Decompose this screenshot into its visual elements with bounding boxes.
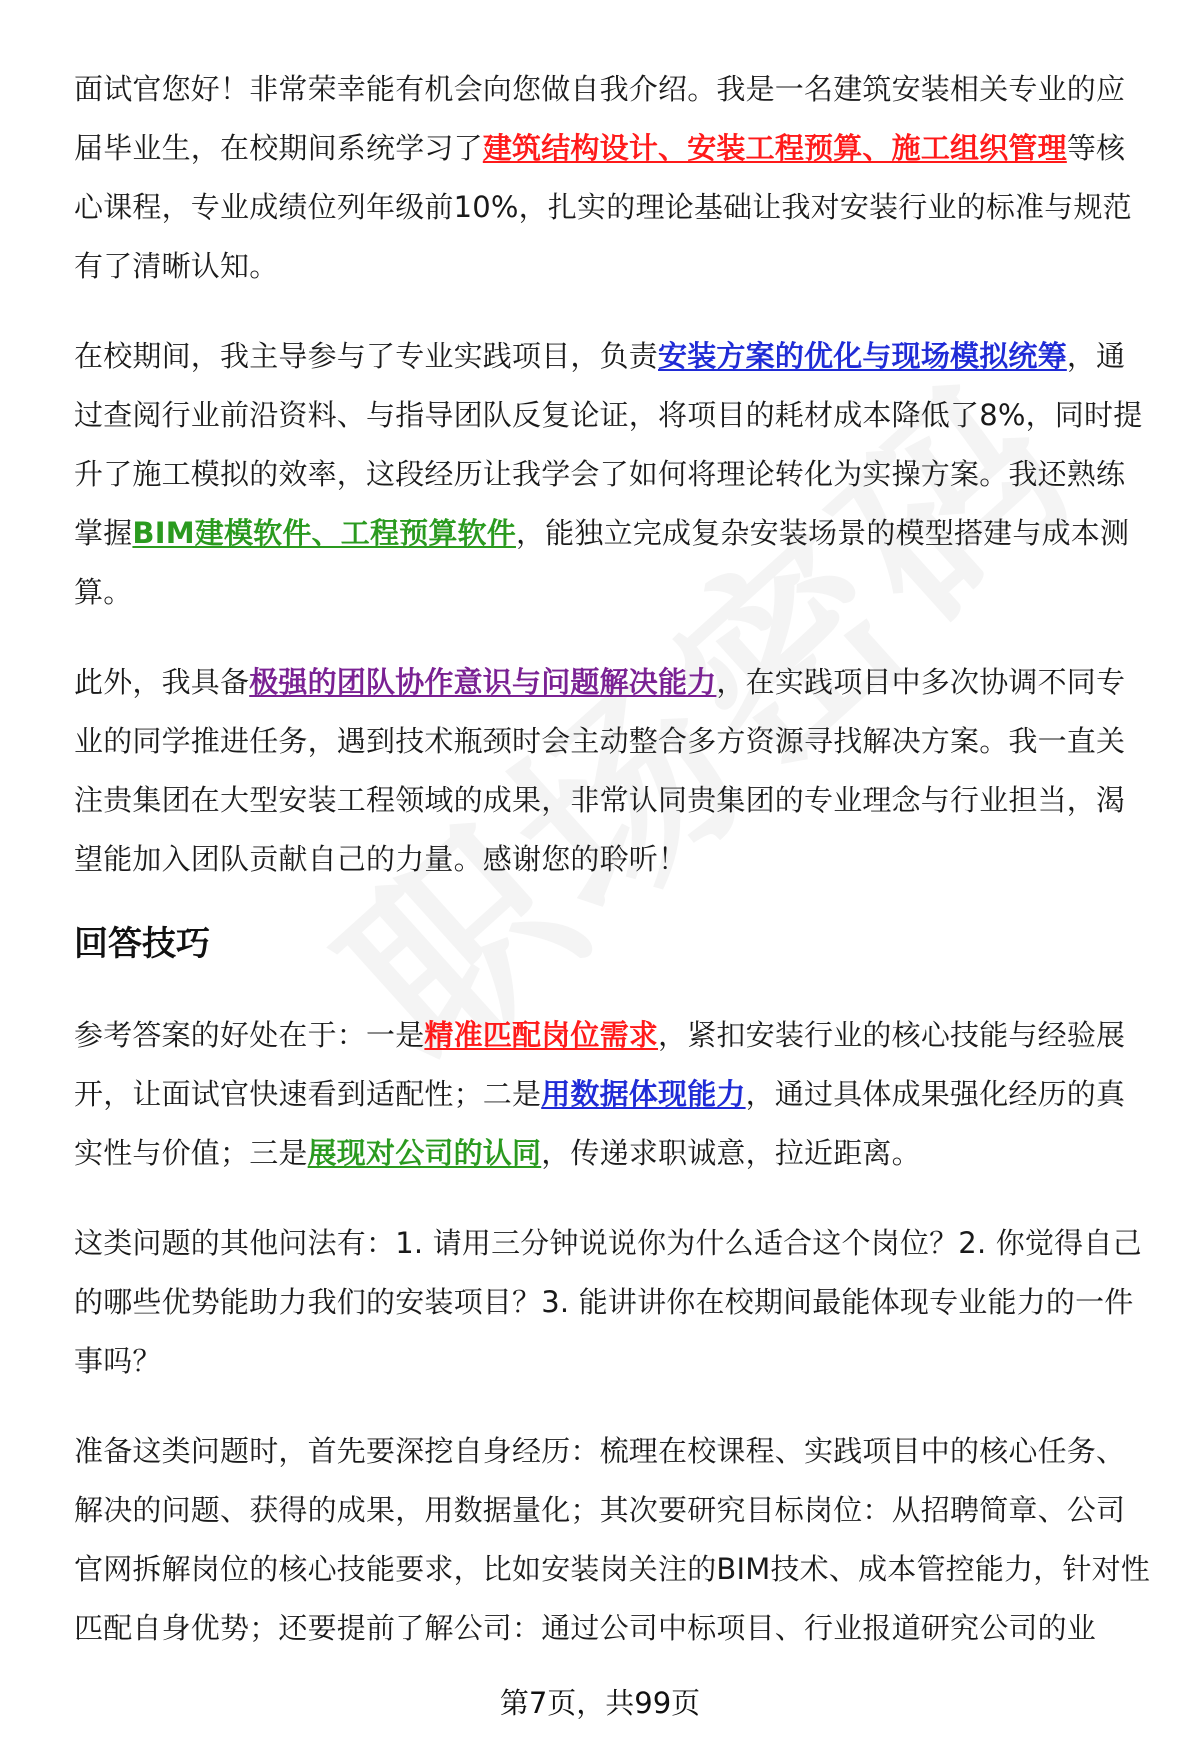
highlight-text: 建筑结构设计、安装工程预算、施工组织管理 bbox=[482, 131, 1067, 165]
body-text: ，紧扣安装行业的核心技能与经验展开，让面试官快速看到适配性；二是 bbox=[74, 1018, 1126, 1111]
highlight-text: BIM建模软件、工程预算软件 bbox=[132, 516, 516, 550]
body-text: ，通过查阅行业前沿资料、与指导团队反复论证，将项目的耗材成本降低了8%，同时提升了施工模拟的效率，这段经历让我学会了如何将理论转化为实操方案。我还熟练掌握 bbox=[74, 339, 1143, 550]
body-text: 等核心课程，专业成绩位列年级前10%，扎实的理论基础让我对安装行业的标准与规范有了清晰认知。 bbox=[74, 131, 1132, 283]
body-text: ，通过具体成果强化经历的真实性与价值；三是 bbox=[74, 1077, 1126, 1170]
tip-paragraph bbox=[74, 1422, 1154, 1658]
body-text: 面试官您好！非常荣幸能有机会向您做自我介绍。我是一名建筑安装相关专业的应届毕业生，在校期间系统学习了 bbox=[74, 72, 1126, 165]
answer-paragraph bbox=[74, 653, 1154, 889]
page-footer: 第7页，共99页 bbox=[499, 1686, 701, 1720]
body-text: 在校期间，我主导参与了专业实践项目，负责 bbox=[74, 339, 659, 373]
tips-section bbox=[74, 1006, 1154, 1658]
highlight-text: 展现对公司的认同 bbox=[307, 1136, 542, 1170]
answer-paragraph bbox=[74, 60, 1154, 296]
body-text: 此外，我具备 bbox=[74, 665, 250, 699]
body-text: ，传递求职诚意，拉近距离。 bbox=[541, 1136, 921, 1170]
body-text: ，在实践项目中多次协调不同专业的同学推进任务，遇到技术瓶颈时会主动整合多方资源寻找解决方案。我一直关注贵集团在大型安装工程领域的成果，非常认同贵集团的专业理念与行业担当，渴望能加入团队贡献自己的力量。感谢您的聆听！ bbox=[74, 665, 1126, 876]
highlight-text: 极强的团队协作意识与问题解决能力 bbox=[249, 665, 717, 699]
body-text: 这类问题的其他问法有：1. 请用三分钟说说你为什么适合这个岗位？2. 你觉得自己的哪些优势能助力我们的安装项目？3. 能讲讲你在校期间最能体现专业能力的一件事吗？ bbox=[74, 1226, 1142, 1378]
tip-paragraph bbox=[74, 1214, 1154, 1391]
section-title: 回答技巧 bbox=[74, 924, 210, 964]
answer-section bbox=[74, 60, 1154, 889]
body-text: ，能独立完成复杂安装场景的模型搭建与成本测算。 bbox=[74, 516, 1130, 609]
highlight-text: 用数据体现能力 bbox=[541, 1077, 746, 1111]
highlight-text: 安装方案的优化与现场模拟统筹 bbox=[658, 339, 1067, 373]
document-body bbox=[74, 60, 1154, 1689]
tip-paragraph bbox=[74, 1006, 1154, 1183]
highlight-text: 精准匹配岗位需求 bbox=[424, 1018, 659, 1052]
answer-paragraph bbox=[74, 327, 1154, 622]
body-text: 参考答案的好处在于：一是 bbox=[74, 1018, 425, 1052]
body-text: 准备这类问题时，首先要深挖自身经历：梳理在校课程、实践项目中的核心任务、解决的问题、获得的成果，用数据量化；其次要研究目标岗位：从招聘简章、公司官网拆解岗位的核心技能要求，比如安装岗关注的BIM技术、成本管控能力，针对性匹配自身优势；还要提前了解公司：通过公司中标项目、行业报道研究公司的业 bbox=[74, 1434, 1151, 1645]
